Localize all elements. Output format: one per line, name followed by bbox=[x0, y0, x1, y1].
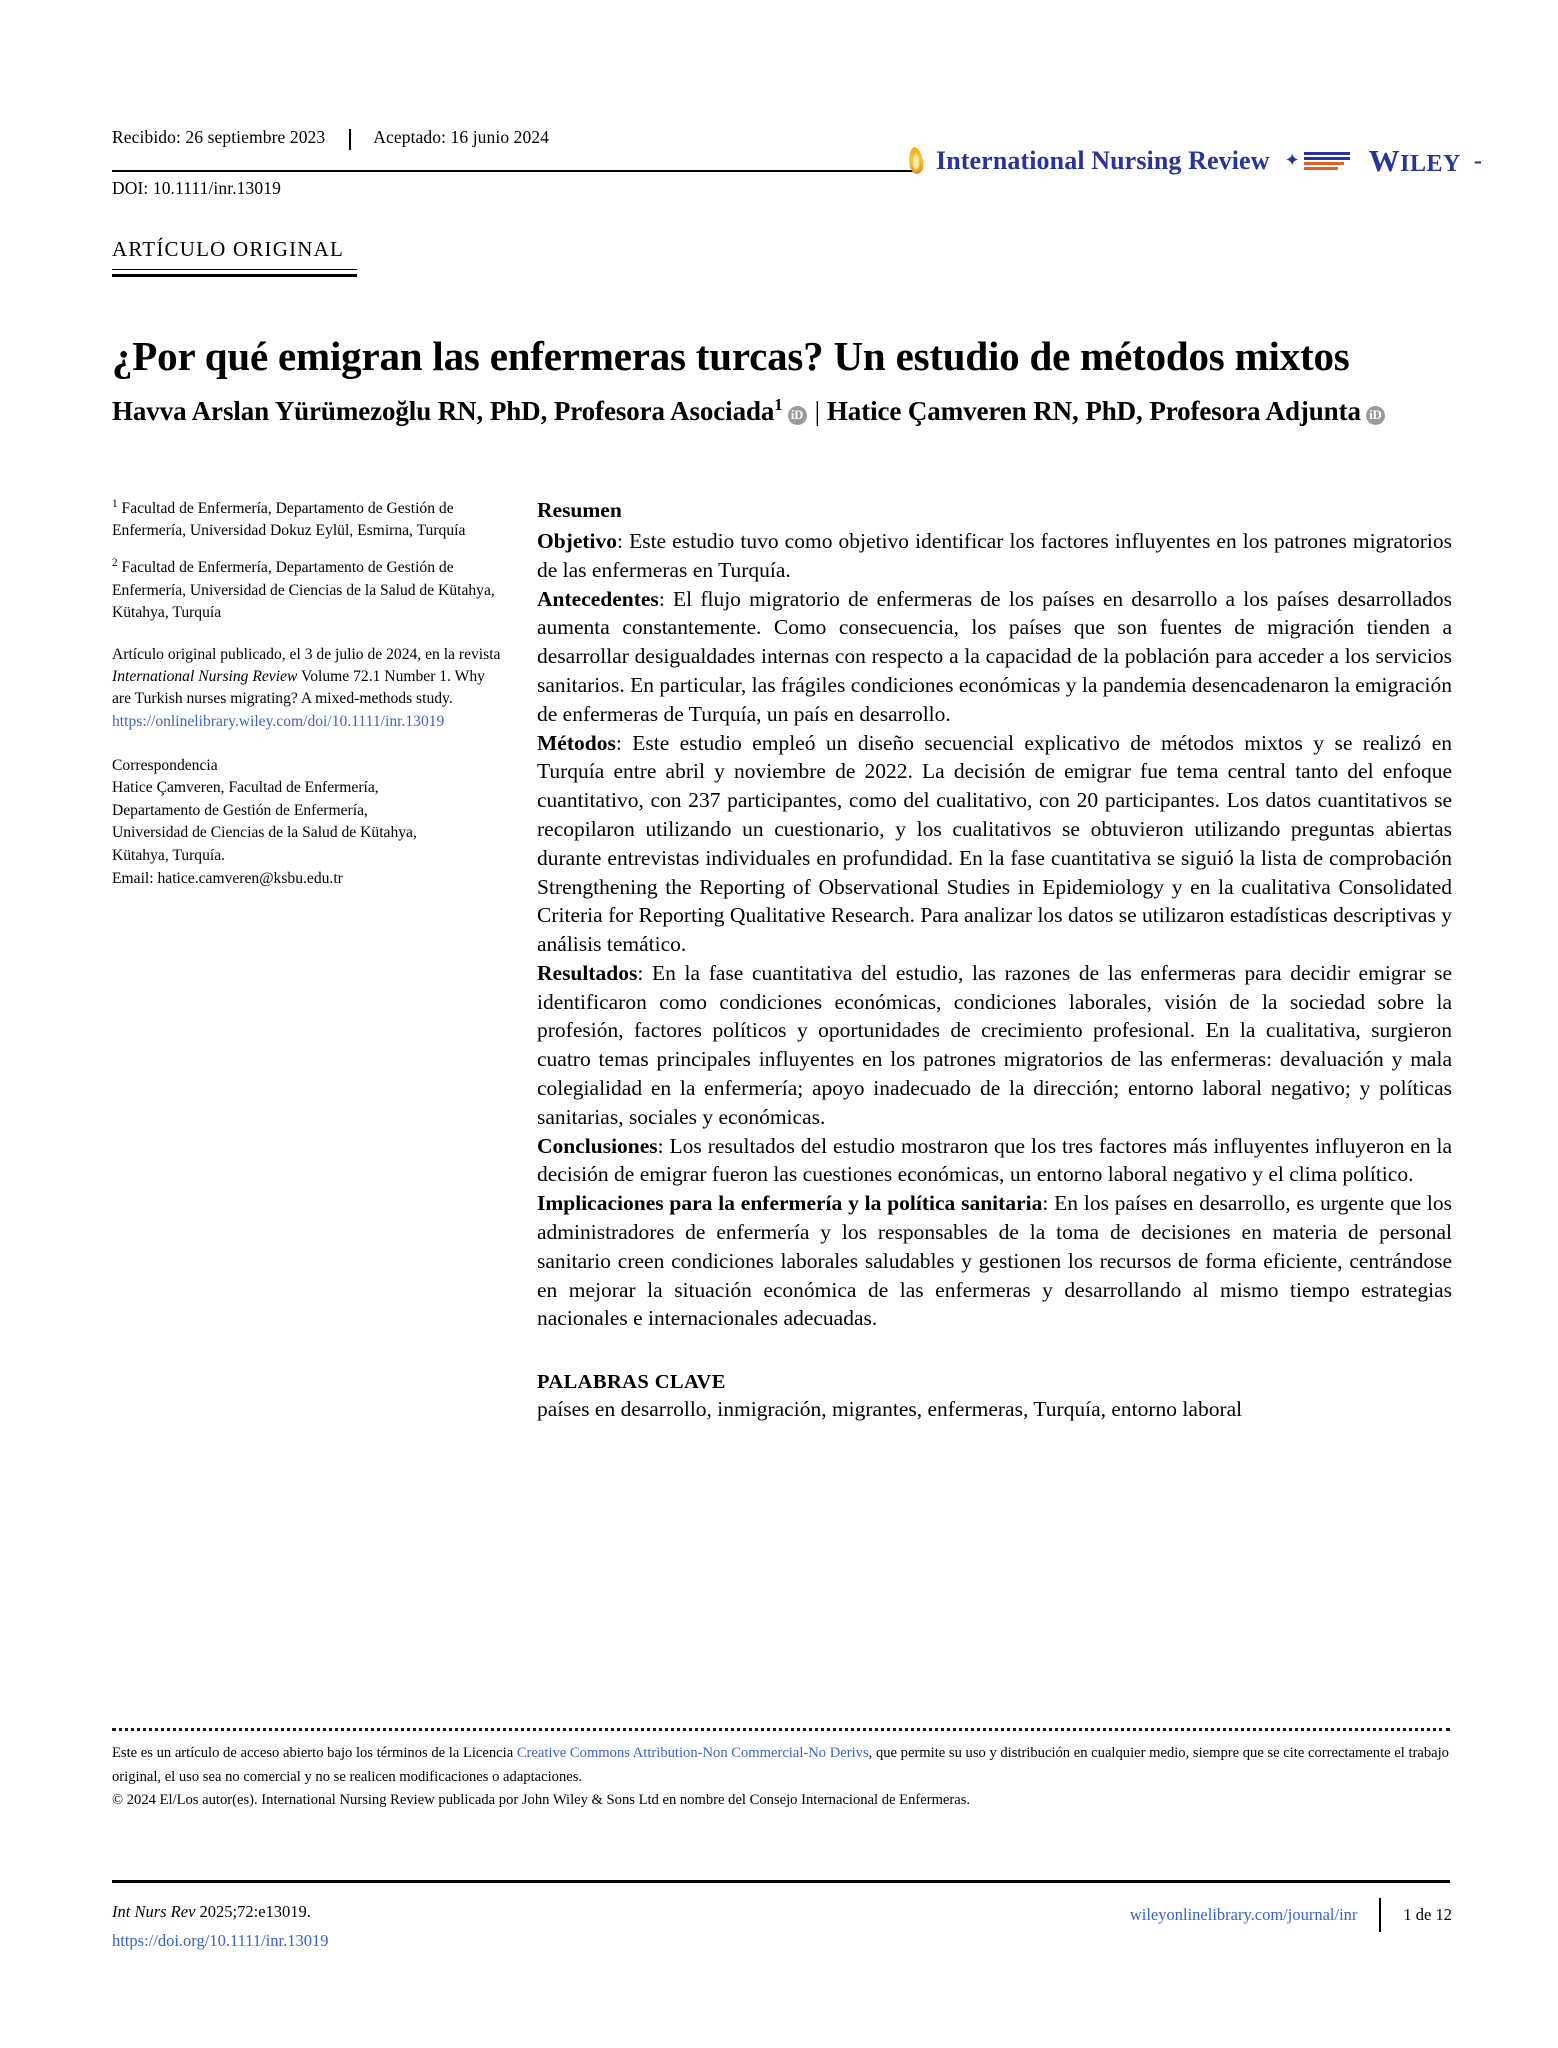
abstract-text-objetivo: : Este estudio tuvo como objetivo identificar los factores influyentes en los patrones migratorios de las enfermeras en Turquía. bbox=[537, 528, 1452, 582]
journal-logo bbox=[905, 140, 1482, 182]
abstract-section-antecedentes bbox=[537, 585, 1452, 729]
abstract-text-implicaciones: : En los países en desarrollo, es urgente que los administradores de enfermería y los responsables de la toma de decisiones en materia de personal sanitario creen condiciones laborales saludables y gestionen los recursos de forma eficiente, centrándose en mejorar la situación económica de las enfermeras y desarrollando al mismo tiempo estrategias nacionales e internacionales adecuadas. bbox=[537, 1191, 1453, 1331]
correspondence-block bbox=[112, 755, 502, 891]
flame-icon bbox=[905, 145, 927, 177]
wiley-wordmark: WILEY bbox=[1368, 143, 1461, 178]
icn-lines-icon bbox=[1304, 152, 1350, 170]
keywords-heading: PALABRAS CLAVE bbox=[537, 1371, 726, 1394]
header-divider bbox=[349, 129, 351, 150]
affiliation-1-text: Facultad de Enfermería, Departamento de Gestión de Enfermería, Universidad Dokuz Eylül, Esmirna, Turquía bbox=[112, 500, 466, 540]
article-type-rule-thick bbox=[112, 274, 357, 277]
doi-line: DOI: 10.1111/inr.13019 bbox=[112, 178, 281, 198]
correspondence-line-1: Hatice Çamveren, Facultad de Enfermería, bbox=[112, 779, 379, 797]
footer-journal-url[interactable]: wileyonlinelibrary.com/journal/inr bbox=[1129, 1905, 1358, 1924]
affiliation-2 bbox=[112, 556, 502, 624]
author-name-1: Havva Arslan Yürümezoğlu RN, PhD, Profesora Asociada bbox=[112, 396, 775, 426]
abstract-section-conclusiones bbox=[537, 1132, 1452, 1190]
license-divider bbox=[112, 1728, 1450, 1731]
abstract-label-metodos: Métodos bbox=[537, 730, 616, 755]
correspondence-line-2: Departamento de Gestión de Enfermería, bbox=[112, 801, 368, 819]
icn-bird-icon: ✦ bbox=[1284, 150, 1300, 170]
original-note-part1: Artículo original publicado, el 3 de julio de 2024, en la revista bbox=[112, 646, 501, 664]
accepted-date: Aceptado: 16 junio 2024 bbox=[373, 127, 550, 147]
abstract-text-antecedentes: : El flujo migratorio de enfermeras de los países en desarrollo a los países desarrollados aumenta constantemente. Como consecuencia, los países que son fuentes de migración tienden a desarrollar desigualdades internas con respecto a la capacidad de la población para acceder a los servicios sanitarios. En particular, las frágiles condiciones económicas y la pandemia desencadenaron la emigración de enfermeras de Turquía, un país en desarrollo. bbox=[537, 586, 1452, 726]
footer-divider-vertical bbox=[1379, 1898, 1381, 1932]
correspondence-heading: Correspondencia bbox=[112, 756, 218, 774]
page-number: 1 de 12 bbox=[1403, 1905, 1452, 1924]
orcid-icon[interactable]: iD bbox=[1366, 406, 1385, 425]
abstract-label-antecedentes: Antecedentes bbox=[537, 586, 659, 611]
abstract-label-objetivo: Objetivo bbox=[537, 528, 618, 553]
footer-divider bbox=[112, 1880, 1450, 1883]
correspondence-line-3: Universidad de Ciencias de la Salud de Kütahya, bbox=[112, 824, 417, 842]
page-title: ¿Por qué emigran las enfermeras turcas? Un estudio de métodos mixtos bbox=[112, 333, 1350, 380]
author-separator: | bbox=[814, 396, 820, 426]
abstract-text-resultados: : En la fase cuantitativa del estudio, las razones de las enfermeras para decidir emigrar se identificaron como condiciones económicas, condiciones laborales, visión de la sociedad sobre la profesión, factores políticos y oportunidades de crecimiento profesional. En la cualitativa, surgieron cuatro temas principales influyentes en los patrones migratorios de las enfermeras: devaluación y mala colegialidad en la enfermería; apoyo inadecuado de la dirección; entorno laboral negativo; y políticas sanitarias, sociales y económicas. bbox=[537, 960, 1452, 1129]
abstract-section-metodos bbox=[537, 729, 1452, 959]
journal-name: International Nursing Review bbox=[936, 146, 1270, 175]
icn-logo-icon bbox=[1285, 152, 1350, 170]
original-publication-note bbox=[112, 644, 502, 733]
abstract-label-conclusiones: Conclusiones bbox=[537, 1133, 658, 1158]
author-1-affiliation-marker: 1 bbox=[774, 395, 783, 414]
publication-dates bbox=[112, 128, 872, 164]
affiliation-2-marker: 2 bbox=[112, 557, 118, 570]
abstract-section-resultados bbox=[537, 959, 1452, 1132]
abstract-section-objetivo bbox=[537, 527, 1452, 585]
affiliation-1-marker: 1 bbox=[112, 498, 118, 510]
footer-doi-url[interactable]: https://doi.org/10.1111/inr.13019 bbox=[112, 1930, 329, 1950]
author-name-2: Hatice Çamveren RN, PhD, Profesora Adjunta bbox=[826, 396, 1361, 426]
original-note-part2: Volume 72.1 Number 1. Why are Turkish nurses migrating? A mixed-methods study. bbox=[112, 668, 485, 708]
correspondence-email: Email: hatice.camveren@ksbu.edu.tr bbox=[112, 869, 343, 887]
author-list bbox=[112, 392, 1457, 430]
original-note-journal: International Nursing Review bbox=[112, 668, 298, 686]
license-block bbox=[112, 1742, 1452, 1813]
page-footer bbox=[112, 1890, 1452, 1980]
footer-citation-rest: 2025;72:e13019. bbox=[195, 1902, 311, 1921]
received-date: Recibido: 26 septiembre 2023 bbox=[112, 127, 326, 147]
abstract-column bbox=[537, 497, 1452, 1424]
footer-citation-block bbox=[112, 1898, 329, 1956]
abstract-label-resultados: Resultados bbox=[537, 960, 638, 985]
footer-right-block bbox=[1130, 1898, 1452, 1932]
header-rule bbox=[112, 170, 887, 172]
original-note-url[interactable]: https://onlinelibrary.wiley.com/doi/10.1111/inr.13019 bbox=[112, 712, 445, 730]
correspondence-line-4: Kütahya, Turquía. bbox=[112, 847, 226, 865]
copyright-text: © 2024 El/Los autor(es). International Nursing Review publicada por John Wiley & Sons Ltd en nombre del Consejo Internacional de Enfermeras. bbox=[112, 1792, 971, 1809]
abstract-text-metodos: : Este estudio empleó un diseño secuencial explicativo de métodos mixtos y se realizó en Turquía entre abril y noviembre de 2022. La decisión de emigrar fue tema central tanto del enfoque cuantitativo, con 237 participantes, como del cualitativo, con 20 participantes. Los datos cuantitativos se recopilaron utilizando un cuestionario, y los cualitativos se obtuvieron utilizando preguntas abiertas durante entrevistas individuales en profundidad. En la fase cuantitativa se siguió la lista de comprobación Strengthening the Reporting of Observational Studies in Epidemiology y en la cualitativa Consolidated Criteria for Reporting Qualitative Research. Para analizar los datos se utilizaron estadísticas descriptivas y análisis temático. bbox=[537, 730, 1452, 957]
license-text-part1: Este es un artículo de acceso abierto bajo los términos de la Licencia bbox=[112, 1745, 517, 1761]
abstract-heading: Resumen bbox=[537, 498, 622, 522]
footer-citation-line bbox=[112, 1898, 329, 1927]
license-text-part2: , que permite su uso y distribución en cualquier medio, siempre que se cite correctamente el trabajo original, el uso sea no comercial y no se realicen modificaciones o adaptaciones. bbox=[112, 1745, 1449, 1785]
sidebar-column bbox=[112, 497, 502, 890]
abstract-label-implicaciones: Implicaciones para la enfermería y la política sanitaria bbox=[537, 1191, 1043, 1216]
abstract-text-conclusiones: : Los resultados del estudio mostraron que los tres factores más influyentes influyeron en la decisión de emigrar fueron las cuestiones económicas, un entorno laboral negativo y el clima político. bbox=[537, 1133, 1452, 1187]
article-type-rule-thin bbox=[112, 269, 357, 270]
affiliation-2-text: Facultad de Enfermería, Departamento de Gestión de Enfermería, Universidad de Ciencias de la Salud de Kütahya, Kütahya, Turquía bbox=[112, 559, 495, 621]
orcid-icon[interactable]: iD bbox=[788, 406, 807, 425]
affiliation-1 bbox=[112, 497, 502, 542]
keywords-list: países en desarrollo, inmigración, migrantes, enfermeras, Turquía, entorno laboral bbox=[537, 1397, 1243, 1422]
article-type-label: ARTÍCULO ORIGINAL bbox=[112, 237, 345, 261]
abstract-section-implicaciones bbox=[537, 1189, 1452, 1333]
license-link[interactable]: Creative Commons Attribution-Non Commercial-No Derivs bbox=[516, 1745, 869, 1761]
wiley-trailing-dash: - bbox=[1473, 147, 1482, 174]
footer-journal-abbrev: Int Nurs Rev bbox=[112, 1902, 196, 1921]
